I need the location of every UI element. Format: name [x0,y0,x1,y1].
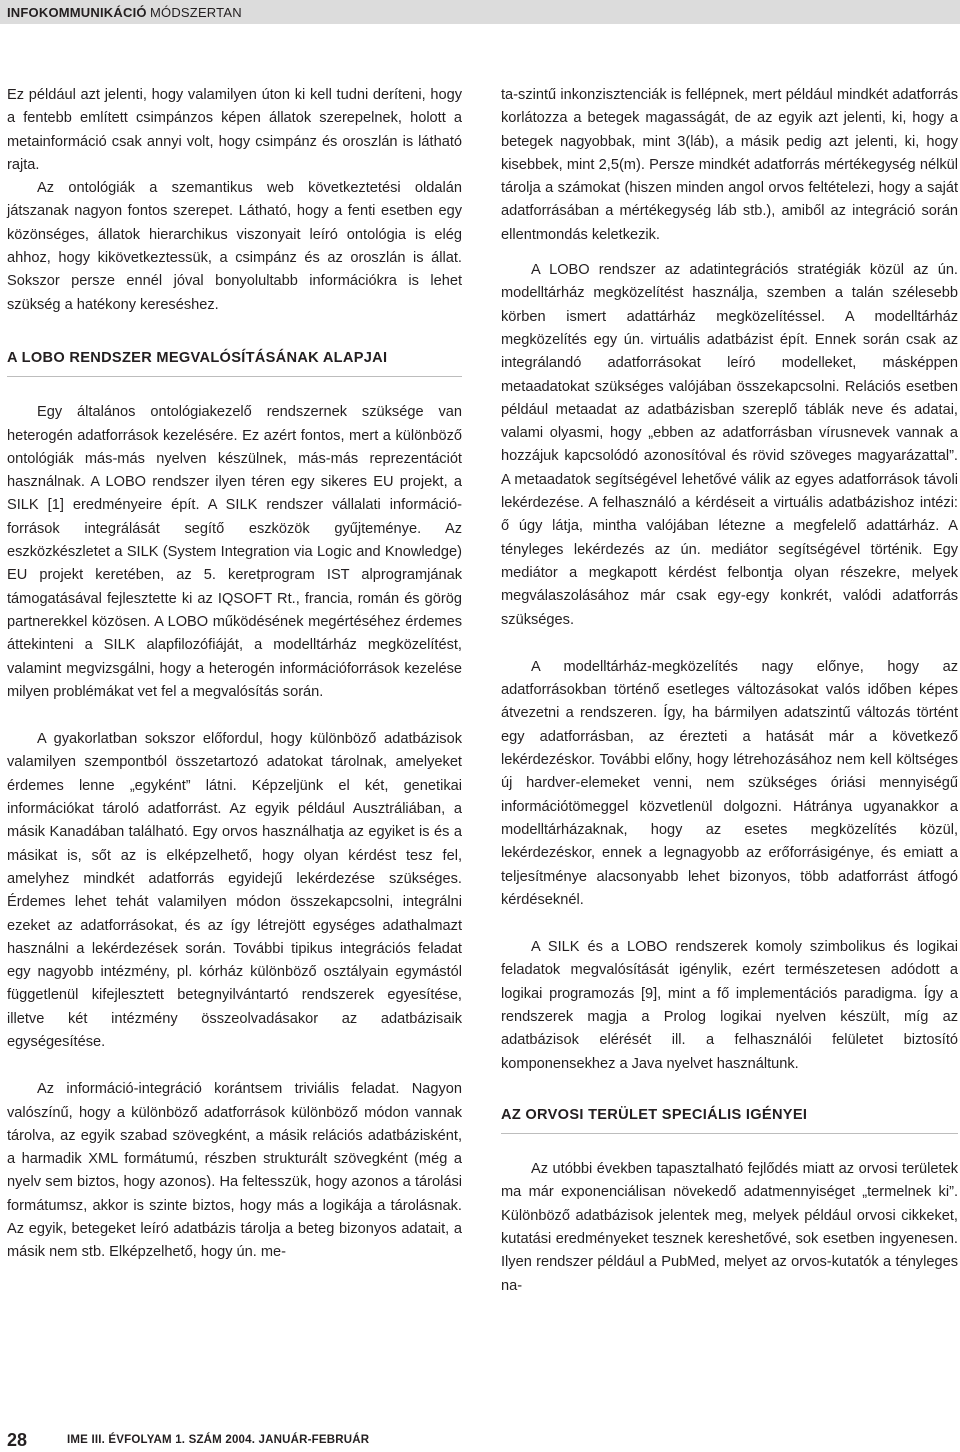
paragraph: Ez például azt jelenti, hogy valamilyen úton ki kell tudni deríteni, hogy a fentebb említett csimpánzos képen állatok szerepelnek, holott a metainformáció csak annyi volt, hogy csimpánz és oroszlán is látható rajta. [7,87,462,173]
section-heading: AZ ORVOSI TERÜLET SPECIÁLIS IGÉNYEI [501,1104,958,1134]
paragraph: Az ontológiák a szemantikus web következtetési oldalán játszanak nagyon fontos szerepet. Látható, hogy a fenti esetben egy közönséges, állatok hierarchikus viszonyait leíró ontológia is elég ahhoz, hogy kikövetkeztessük, a csimpánz és az oroszlán is állat. Sokszor persze ennél jóval bonyolultabb információkra is lehet szükség a hatékony kereséshez. [7,180,462,313]
journal-info: IME III. ÉVFOLYAM 1. SZÁM 2004. JANUÁR-FEBRUÁR [67,1434,370,1446]
left-column [7,84,462,1265]
paragraph: A LOBO rendszer az adatintegrációs stratégiák közül az ún. modelltárház megközelítést használja, szemben a talán szélesebb körben ismert adattárház megközelítéssel. A modelltárház megközelítés egy ún. virtuális adatbázist épít. Ennek során csak az integrálandó adatforrásokat leíró modelleket, másképpen metaadatokat szükséges valójában összekapcsolni. Relációs esetben például metaadat az adatbázisban szereplő táblák neve és adatai, valami olyasmi, hogy „ebben az adatforrásban vírusnevek vannak a hozzájuk kapcsolódó azonosítóval és rövid szöveges magyarázattal”. A metaadatok segítségével lehetővé válik az egyes adatforrások távoli lekérdezése. A felhasználó a kérdéseit a virtuális adatbázishoz intézi: ő úgy látja, mintha valójában létezne a megfelelő adattárház. A tényleges lekérdezés az ún. mediátor segítségével történik. Egy mediátor a megkapott kérdést felbontja olyan részekre, melyek megválaszolásához már csak egy-egy konkrét, valódi adatforrás szükséges. [501,262,958,628]
section-heading: A LOBO RENDSZER MEGVALÓSÍTÁSÁNAK ALAPJAI [7,347,462,377]
right-column [501,84,958,1298]
paragraph: Az utóbbi években tapasztalható fejlődés miatt az orvosi területek ma már exponenciálisan növekedő adatmennyiséget „termelnek ki”. Különböző adatbázisok jelentek meg, melyek például orvosi cikkeket, kutatási eredményeket tesznek kereshetővé, sok esetben ingyenesen. Ilyen rendszer például a PubMed, melyet az orvos-kutatók a tényleges na- [501,1161,958,1294]
section-title: INFOKOMMUNIKÁCIÓ [7,5,147,20]
paragraph: Egy általános ontológiakezelő rendszernek szüksége van heterogén adatforrások kezelésére. Ez azért fontos, mert a különböző ontológiák más-más nyelven készülnek, más-más reprezentációt használnak. A LOBO rendszer ilyen téren egy sikeres EU projekt, a SILK [1] eredményeire épít. A SILK rendszer vállalati információ-források integrálását segítő eszközök gyűjteménye. Az eszközkészletet a SILK (System Integration via Logic and Knowledge) EU projekt keretében, az 5. keretprogram IST alprogramjának támogatásával fejlesztette ki az IQSOFT Rt., francia, román és görög partnerekkel közösen. A LOBO működésének megértéséhez érdemes áttekinteni a SILK alapfilozófiáját, a modelltárház megközelítést, valamint megvizsgálni, hogy a heterogén információforrások kezelése milyen problémákat vet fel a megvalósítás során. [7,404,462,700]
paragraph: ta-szintű inkonzisztenciák is fellépnek, mert például mindkét adatforrás korlátozza a betegek magasságát, de az egyik azt jelenti, ki, hogy a betegek nagyobbak, mint 3(láb), a másik pedig azt jelenti, ki, hogy kisebbek, mint 2,5(m). Persze mindkét adatforrás mértékegység nélkül tárolja a számokat (hiszen minden angol orvos feltételezi, hogy a saját adatforrásában a mértékegység láb stb.), amiből az integráció során ellentmondás keletkezik. [501,87,958,243]
page-header [0,0,960,24]
subsection-title: MÓDSZERTAN [150,5,242,20]
paragraph: Az információ-integráció korántsem triviális feladat. Nagyon valószínű, hogy a különböző adatforrások különböző módon vannak tárolva, az egyik szabad szövegként, a másik relációs adatbázisként, a harmadik XML formátumú, részben strukturált szövegként (még a nyelv sem biztos, hogy azonos). Ha feltesszük, hogy azonos a tárolási formátumsz, akkor is szinte biztos, hogy más a logikája a tárolásnak. Az egyik, betegeket leíró adatbázis tárolja a beteg bizonyos adatait, a másik nem stb. Elképzelhető, hogy ún. me- [7,1081,462,1261]
paragraph: A gyakorlatban sokszor előfordul, hogy különböző adatbázisok valamilyen szempontból összetartozó adatokat tárolnak, amelyeket érdemes lenne „egyként” látni. Képzeljünk el két, genetikai információkat tároló adatforrást. Az egyik például Ausztráliában, a másik Kanadában található. Egy orvos használhatja az egyiket is és a másikat is, sőt az is elképzelhető, hogy olyan kérdést tesz fel, amelyhez mindkét adatforrás egyidejű lekérdezése szükséges. Érdemes lehet tehát valamilyen módon összekapcsolni, integrálni ezeket az adatforrásokat, és az így létrejött egységes adathalmazt használni a lekérdezések során. További tipikus integrációs feladat egy nagyobb intézmény, pl. kórház különböző osztályain egymástól függetlenül kifejlesztett betegnyilvántartó rendszerek egyesítése, illetve két intézmény összeolvadásakor az adatbázisaik egységesítése. [7,731,462,1050]
paragraph: A SILK és a LOBO rendszerek komoly szimbolikus és logikai feladatok megvalósítását igénylik, ezért természetesen adódott a logikai programozás [9], mint a fő implementációs paradigma. Így a rendszerek magja a Prolog logikai nyelven készült, míg az adatbázisok elérését ill. a felhasználói felületet biztosító komponensekhez a Java nyelvet használtunk. [501,939,958,1072]
paragraph: A modelltárház-megközelítés nagy előnye, hogy az adatforrásokban történő esetleges változásokat valós időben képes átvezetni a rendszeren. Így, ha bármilyen adatszintű változás történt egy adatforrásban, az érezteti a hatását már a következő lekérdezéskor. További előny, hogy létrehozásához nem kell költséges új hardver-elemeket venni, nem szükséges óriási mennyiségű információtömeggel közvetlenül dolgozni. Hátránya ugyanakkor a modelltárházaknak, hogy az esetes megközelítés közül, lekérdezéskor, ennek a legnagyobb az erőforrásigénye, és emiatt a teljesítménye alacsonyabb lehet bizonyos, több adatforrást átfogó kérdéseknél. [501,658,958,908]
page-footer [0,1428,960,1452]
page-number: 28 [7,1430,28,1450]
